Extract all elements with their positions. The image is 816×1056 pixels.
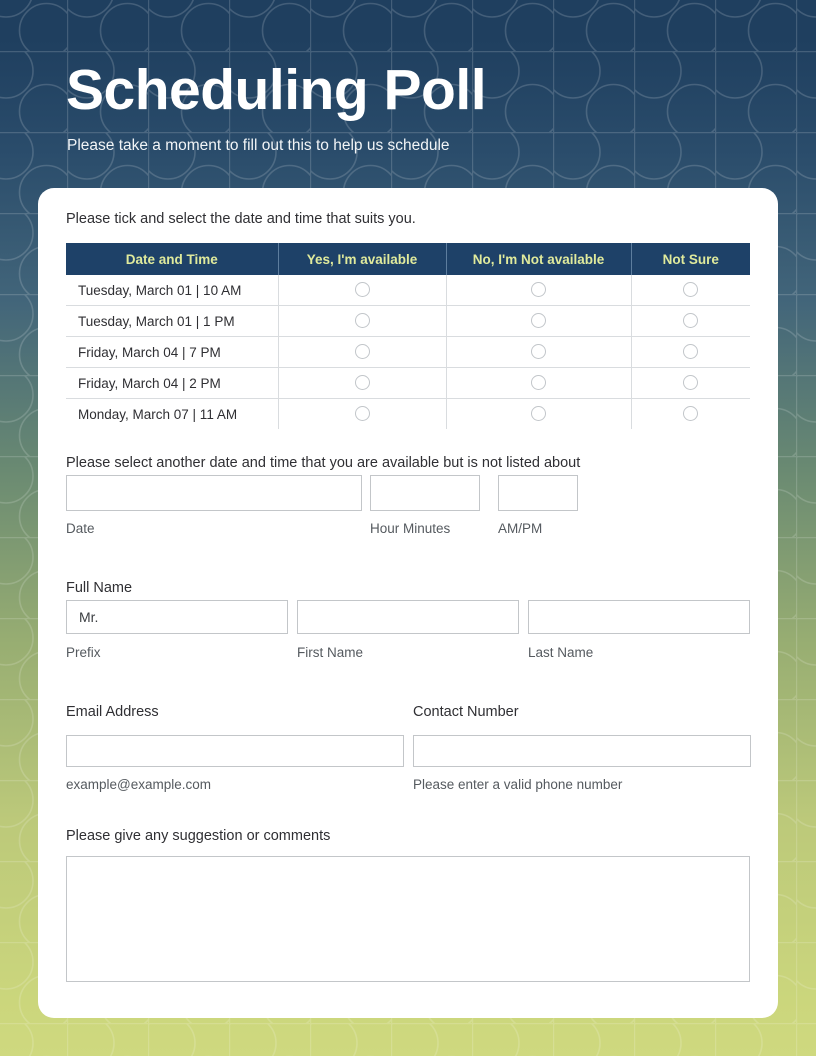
radio-cell-no-4[interactable] xyxy=(446,368,631,399)
last-name-input[interactable] xyxy=(528,600,750,634)
column-header-not-sure: Not Sure xyxy=(631,243,750,275)
first-name-caption: First Name xyxy=(297,645,364,660)
radio-cell-yes-2[interactable] xyxy=(278,306,446,337)
radio-button-icon[interactable] xyxy=(355,282,370,297)
radio-button-icon[interactable] xyxy=(531,282,546,297)
full-name-label: Full Name xyxy=(66,580,133,596)
radio-cell-no-1[interactable] xyxy=(446,275,631,306)
first-name-input[interactable] xyxy=(297,600,519,634)
radio-cell-notsure-5[interactable] xyxy=(631,399,750,430)
alt-date-caption: Date xyxy=(66,521,95,536)
email-address-label: Email Address xyxy=(66,704,159,720)
alt-ampm-input[interactable] xyxy=(498,475,578,511)
radio-button-icon[interactable] xyxy=(683,313,698,328)
email-hint: example@example.com xyxy=(66,777,212,792)
last-name-caption: Last Name xyxy=(528,645,594,660)
alt-hour-minutes-input[interactable] xyxy=(370,475,480,511)
radio-button-icon[interactable] xyxy=(683,406,698,421)
column-header-no-not-available: No, I'm Not available xyxy=(446,243,631,275)
radio-cell-notsure-3[interactable] xyxy=(631,337,750,368)
form-card xyxy=(38,188,778,1018)
alt-ampm-caption: AM/PM xyxy=(498,521,543,536)
radio-cell-notsure-2[interactable] xyxy=(631,306,750,337)
table-row xyxy=(66,368,750,399)
comments-label: Please give any suggestion or comments xyxy=(66,828,331,844)
alt-datetime-question: Please select another date and time that you are available but is not listed about xyxy=(66,455,581,471)
table-row xyxy=(66,275,750,306)
radio-cell-notsure-4[interactable] xyxy=(631,368,750,399)
radio-cell-no-5[interactable] xyxy=(446,399,631,430)
phone-input[interactable] xyxy=(413,735,751,767)
radio-cell-yes-4[interactable] xyxy=(278,368,446,399)
email-input[interactable] xyxy=(66,735,404,767)
column-header-date-time: Date and Time xyxy=(66,243,278,275)
radio-button-icon[interactable] xyxy=(355,344,370,359)
alt-date-input[interactable] xyxy=(66,475,362,511)
prefix-caption: Prefix xyxy=(66,645,101,660)
poll-intro-text: Please tick and select the date and time that suits you. xyxy=(66,211,416,227)
radio-cell-yes-3[interactable] xyxy=(278,337,446,368)
radio-button-icon[interactable] xyxy=(531,375,546,390)
radio-cell-no-3[interactable] xyxy=(446,337,631,368)
alt-hour-minutes-caption: Hour Minutes xyxy=(370,521,451,536)
prefix-input[interactable] xyxy=(66,600,288,634)
availability-poll-table xyxy=(66,243,750,429)
row-label-slot-4: Friday, March 04 | 2 PM xyxy=(66,368,278,399)
radio-cell-yes-5[interactable] xyxy=(278,399,446,430)
table-row xyxy=(66,306,750,337)
radio-button-icon[interactable] xyxy=(683,282,698,297)
table-row xyxy=(66,337,750,368)
radio-button-icon[interactable] xyxy=(355,375,370,390)
row-label-slot-3: Friday, March 04 | 7 PM xyxy=(66,337,278,368)
page-title: Scheduling Poll xyxy=(66,58,487,122)
radio-button-icon[interactable] xyxy=(355,313,370,328)
phone-hint: Please enter a valid phone number xyxy=(413,777,623,792)
radio-cell-no-2[interactable] xyxy=(446,306,631,337)
row-label-slot-2: Tuesday, March 01 | 1 PM xyxy=(66,306,278,337)
radio-button-icon[interactable] xyxy=(531,344,546,359)
table-header-row xyxy=(66,243,750,275)
radio-button-icon[interactable] xyxy=(531,313,546,328)
contact-number-label: Contact Number xyxy=(413,704,519,720)
radio-button-icon[interactable] xyxy=(355,406,370,421)
radio-cell-yes-1[interactable] xyxy=(278,275,446,306)
radio-button-icon[interactable] xyxy=(531,406,546,421)
row-label-slot-5: Monday, March 07 | 11 AM xyxy=(66,399,278,430)
row-label-slot-1: Tuesday, March 01 | 10 AM xyxy=(66,275,278,306)
page-subtitle: Please take a moment to fill out this to help us schedule xyxy=(67,137,450,154)
radio-cell-notsure-1[interactable] xyxy=(631,275,750,306)
table-row xyxy=(66,399,750,430)
column-header-yes-available: Yes, I'm available xyxy=(278,243,446,275)
radio-button-icon[interactable] xyxy=(683,344,698,359)
page-header xyxy=(0,0,816,190)
comments-textarea[interactable] xyxy=(66,856,750,982)
radio-button-icon[interactable] xyxy=(683,375,698,390)
